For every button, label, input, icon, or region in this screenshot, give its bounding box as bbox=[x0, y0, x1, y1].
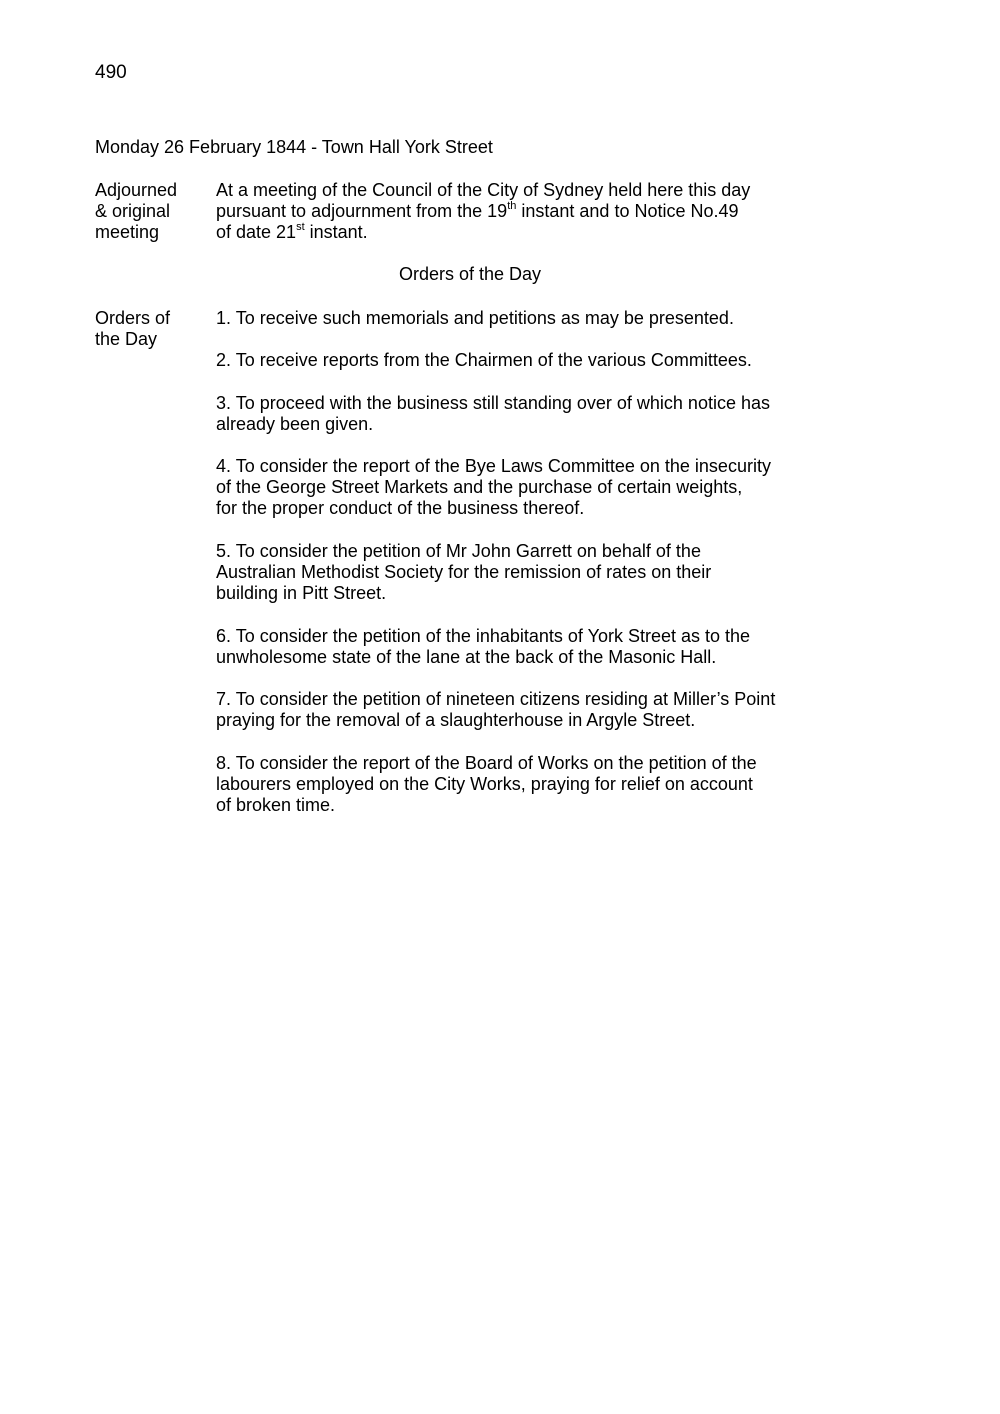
order-line: 2. To receive reports from the Chairmen of the various Committees. bbox=[216, 350, 752, 370]
order-item-8 bbox=[216, 753, 816, 816]
orders-title: Orders of the Day bbox=[398, 264, 542, 284]
order-line: for the proper conduct of the business thereof. bbox=[216, 498, 585, 518]
order-line: 8. To consider the report of the Board of Works on the petition of the bbox=[216, 753, 757, 773]
order-item-5 bbox=[216, 541, 816, 604]
order-line: 1. To receive such memorials and petitions as may be presented. bbox=[216, 308, 734, 328]
margin-note-line: Orders of bbox=[95, 308, 171, 328]
margin-note-meeting bbox=[95, 180, 205, 243]
order-item-4 bbox=[216, 456, 816, 519]
order-item-6 bbox=[216, 626, 816, 668]
margin-note-line: the Day bbox=[95, 329, 158, 349]
margin-note-line: & original bbox=[95, 201, 171, 221]
order-line: unwholesome state of the lane at the back of the Masonic Hall. bbox=[216, 647, 717, 667]
intro-line bbox=[216, 201, 816, 222]
order-line: building in Pitt Street. bbox=[216, 583, 387, 603]
order-line: already been given. bbox=[216, 414, 374, 434]
order-line: Australian Methodist Society for the remission of rates on their bbox=[216, 562, 712, 582]
ordinal-suffix: st bbox=[296, 221, 305, 233]
order-item-2 bbox=[216, 350, 816, 371]
page-number: 490 bbox=[95, 62, 127, 83]
order-line: of the George Street Markets and the purchase of certain weights, bbox=[216, 477, 743, 497]
order-item-3 bbox=[216, 393, 816, 435]
order-line: praying for the removal of a slaughterhouse in Argyle Street. bbox=[216, 710, 696, 730]
order-item-7 bbox=[216, 689, 816, 731]
intro-text: instant and to Notice No.49 bbox=[516, 201, 739, 221]
order-line: labourers employed on the City Works, praying for relief on account bbox=[216, 774, 753, 794]
intro-line bbox=[216, 222, 816, 243]
intro-text: of date 21 bbox=[216, 222, 297, 242]
ordinal-suffix: th bbox=[507, 200, 517, 212]
intro-text: pursuant to adjournment from the 19 bbox=[216, 201, 508, 221]
order-line: 3. To proceed with the business still standing over of which notice has bbox=[216, 393, 770, 413]
margin-note-line: meeting bbox=[95, 222, 160, 242]
order-line: 6. To consider the petition of the inhabitants of York Street as to the bbox=[216, 626, 751, 646]
order-item-1 bbox=[216, 308, 816, 329]
order-line: of broken time. bbox=[216, 795, 336, 815]
intro-line: At a meeting of the Council of the City of Sydney held here this day bbox=[216, 180, 751, 200]
intro-text: instant. bbox=[304, 222, 368, 242]
meeting-heading: Monday 26 February 1844 - Town Hall York Street bbox=[95, 137, 493, 157]
margin-note-line: Adjourned bbox=[95, 180, 178, 200]
margin-note-orders bbox=[95, 308, 205, 350]
order-line: 5. To consider the petition of Mr John Garrett on behalf of the bbox=[216, 541, 701, 561]
intro-paragraph bbox=[216, 180, 816, 243]
order-line: 7. To consider the petition of nineteen citizens residing at Miller’s Point bbox=[216, 689, 776, 709]
order-line: 4. To consider the report of the Bye Laws Committee on the insecurity bbox=[216, 456, 771, 476]
